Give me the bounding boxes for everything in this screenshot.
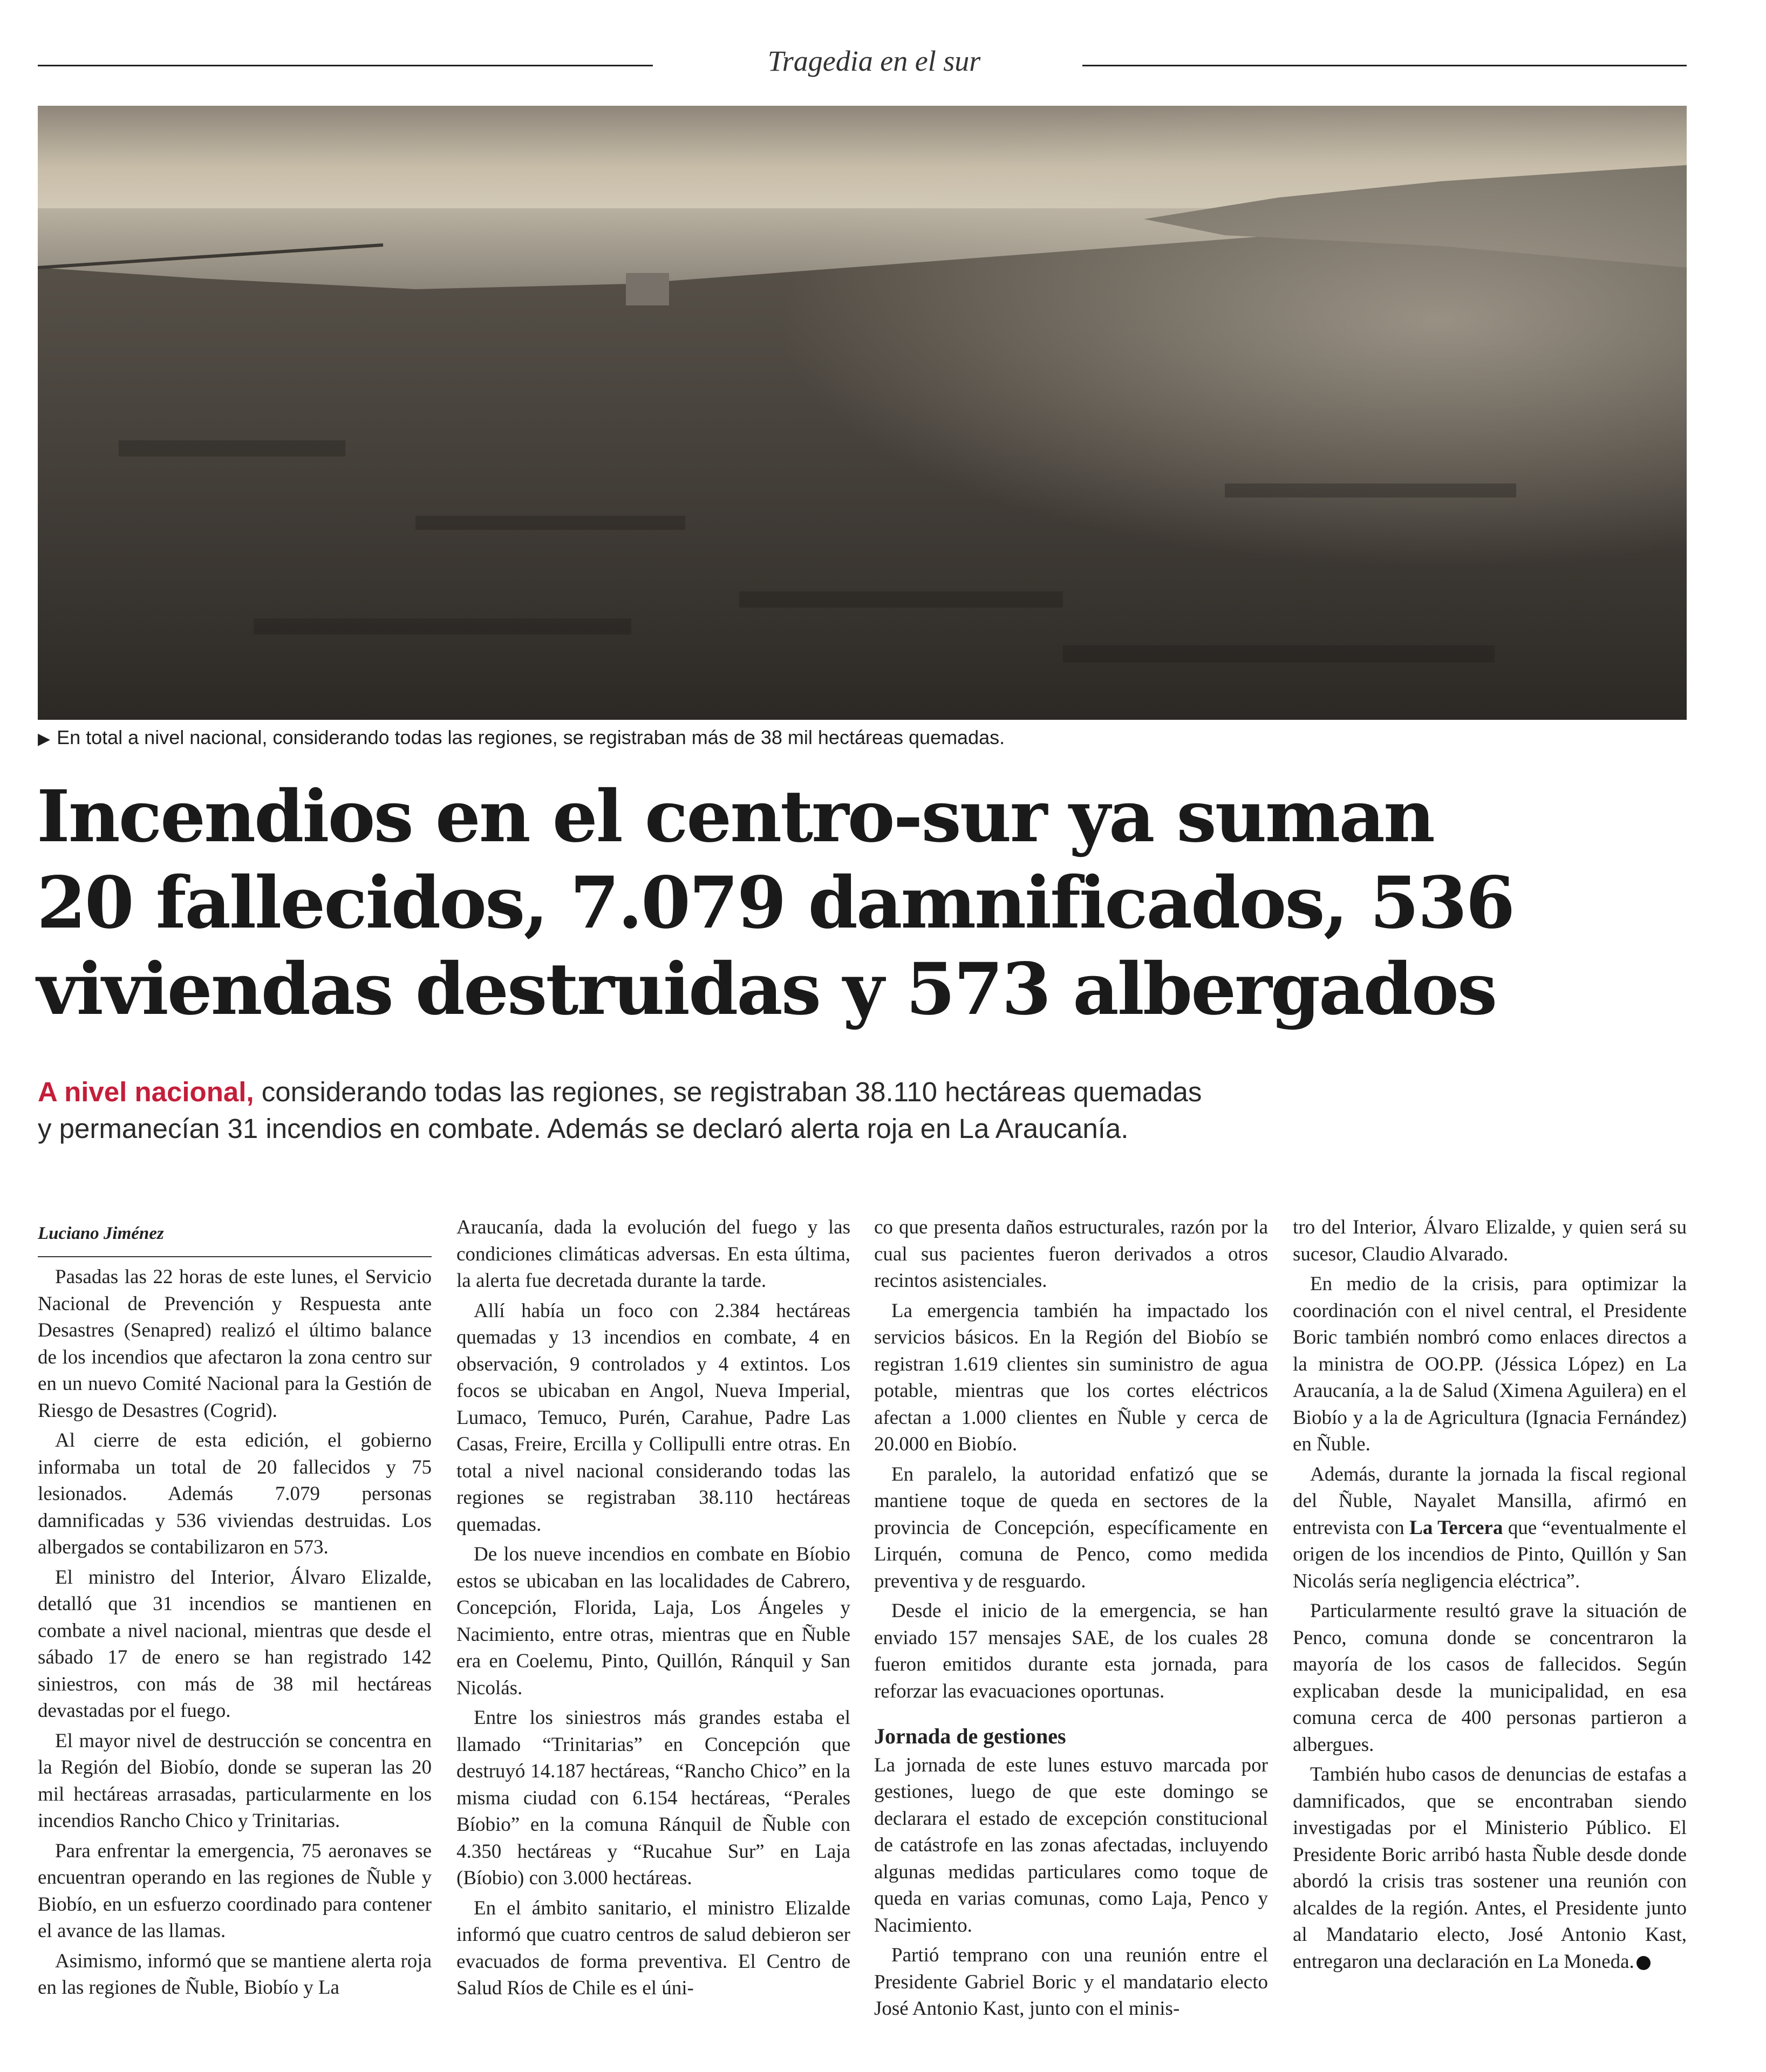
paragraph: En el ámbito sanitario, el ministro Elizalde informó que cuatro centros de salud debieron ser evacuados de forma preventiva. El Centro de Salud Ríos de Chile es el úni-	[456, 1897, 850, 1999]
paragraph: La jornada de este lunes estuvo marcada por gestiones, luego de que este domingo se declarara el estado de excepción constitucional de catástrofe en las zonas afectadas, incluyendo algunas medidas particulares como toque de queda en varias comunas, como Laja, Penco y Nacimiento.	[874, 1754, 1268, 1937]
paragraph: De los nueve incendios en combate en Bíobio estos se ubicaban en las localidades de Cabrero, Concepción, Florida, Laja, Los Ángeles y Nacimiento, entre otras, mientras que en Ñuble era en Coelemu, Pinto, Quillón, Ránquil y San Nicolás.	[456, 1543, 850, 1699]
section-label: Tragedia en el sur	[767, 45, 981, 77]
paragraph: Para enfrentar la emergencia, 75 aeronaves se encuentran operando en las regiones de Ñuble y Biobío, en un esfuerzo coordinado para contener el avance de las llamas.	[38, 1839, 432, 1942]
end-of-article-icon	[1637, 1956, 1651, 1970]
header-rule-left	[38, 65, 653, 66]
photo-illustration	[38, 106, 1687, 720]
deck-line-2: y permanecían 31 incendios en combate. Además se declaró alerta roja en La Araucanía.	[38, 1113, 1129, 1144]
headline-line-2: 20 fallecidos, 7.079 damnificados, 536	[37, 861, 1514, 945]
caption-marker-icon: ▶	[38, 730, 51, 748]
paragraph-continued: Araucanía, dada la evolución del fuego y las condiciones climáticas adversas. En esta última, la alerta fue decretada durante la tarde.	[456, 1216, 850, 1292]
paragraph-continued: tro del Interior, Álvaro Elizalde, y quien será su sucesor, Claudio Alvarado.	[1293, 1216, 1687, 1265]
paragraph	[1293, 1761, 1687, 1975]
paragraph-text: que “eventualmente el origen de los incendios de Pinto, Quillón y San Nicolás sería negligencia eléctrica”.	[1293, 1516, 1687, 1592]
paragraph: Allí había un foco con 2.384 hectáreas quemadas y 13 incendios en combate, 4 en observación, 9 controlados y 4 extintos. Los focos se ubicaban en Angol, Nueva Imperial, Lumaco, Temuco, Purén, Carahue, Padre Las Casas, Freire, Ercilla y Collipulli entre otras. En total a nivel nacional considerando todas las regiones se registraban 38.110 hectáreas quemadas.	[456, 1299, 850, 1536]
photo-caption	[38, 726, 1687, 758]
headline-line-1: Incendios en el centro-sur ya suman	[37, 775, 1434, 858]
paragraph: Al cierre de esta edición, el gobierno informaba un total de 20 fallecidos y 75 lesionados. Además 7.079 personas damnificadas y 536 viviendas destruidas. Los albergados se contabilizaron en 573.	[38, 1429, 432, 1558]
header-rule-right	[1082, 65, 1687, 66]
caption-text: En total a nivel nacional, considerando todas las regiones, se registraban más de 38 mil hectáreas quemadas.	[57, 726, 1005, 748]
section-header	[38, 44, 1687, 84]
body-column-1	[38, 1264, 432, 2005]
paragraph: En medio de la crisis, para optimizar la coordinación con el nivel central, el Presidente Boric también nombró como enlaces directos a la ministra de OO.PP. (Jéssica López) en La Araucanía, a la de Salud (Ximena Aguilera) en el Biobío y a la de Agricultura (Ignacia Fernández) en Ñuble.	[1293, 1273, 1687, 1455]
paragraph-text: Además, durante la jornada la fiscal regional del Ñuble, Nayalet Mansilla, afirmó en entrevista con	[1293, 1463, 1687, 1539]
body-column-3	[874, 1214, 1268, 2026]
deck-lead: A nivel nacional,	[38, 1076, 254, 1107]
subheading: Jornada de gestiones	[874, 1724, 1066, 1748]
body-column-2	[456, 1214, 850, 2005]
headline-line-3: viviendas destruidas y 573 albergados	[37, 948, 1496, 1031]
news-photo	[38, 106, 1687, 720]
paragraph: Desde el inicio de la emergencia, se han enviado 157 mensajes SAE, de los cuales 28 fueron emitidos durante esta jornada, para reforzar las evacuaciones oportunas.	[874, 1600, 1268, 1702]
paragraph: La emergencia también ha impactado los servicios básicos. En la Región del Biobío se registran 1.619 clientes sin suministro de agua potable, mientras que los cortes eléctricos afectan a 1.000 clientes en Ñuble y cerca de 20.000 en Biobío.	[874, 1299, 1268, 1455]
paragraph: El mayor nivel de destrucción se concentra en la Región del Biobío, donde se superan las 20 mil hectáreas arrasadas, particularmente en los incendios Rancho Chico y Trinitarias.	[38, 1729, 432, 1832]
paragraph: Partió temprano con una reunión entre el Presidente Gabriel Boric y el mandatario electo José Antonio Kast, junto con el minis-	[874, 1944, 1268, 2020]
newspaper-name: La Tercera	[1409, 1516, 1503, 1539]
byline: Luciano Jiménez	[38, 1224, 432, 1257]
paragraph	[1293, 1461, 1687, 1595]
body-column-4	[1293, 1214, 1687, 1978]
paragraph: Particularmente resultó grave la situación de Penco, comuna donde se concentraron la mayoría de los casos de fallecidos. Según explicaban desde la municipalidad, en esa comuna cerca de 400 personas partieron a albergues.	[1293, 1600, 1687, 1756]
paragraph: En paralelo, la autoridad enfatizó que se mantiene toque de queda en sectores de la provincia de Concepción, específicamente en Lirquén, comuna de Penco, como medida preventiva y de resguardo.	[874, 1463, 1268, 1592]
paragraph-text: También hubo casos de denuncias de estafas a damnificados, que se encontraban siendo investigadas por el Ministerio Público. El Presidente Boric arribó hasta Ñuble desde donde abordó la crisis tras sostener una reunión con alcaldes de la región. Antes, el Presidente junto al Mandatario electo, José Antonio Kast, entregaron una declaración en La Moneda.	[1293, 1763, 1687, 1973]
paragraph-continued: co que presenta daños estructurales, razón por la cual sus pacientes fueron derivados a otros recintos asistenciales.	[874, 1216, 1268, 1292]
deck	[38, 1074, 1687, 1147]
deck-line-1-rest: considerando todas las regiones, se registraban 38.110 hectáreas quemadas	[254, 1076, 1202, 1107]
paragraph: Asimismo, informó que se mantiene alerta roja en las regiones de Ñuble, Biobío y La	[38, 1950, 432, 1999]
paragraph: El ministro del Interior, Álvaro Elizalde, detalló que 31 incendios se mantienen en combate a nivel nacional, mientras que desde el sábado 17 de enero se han registrado 142 siniestros, con más de 38 mil hectáreas devastadas por el fuego.	[38, 1566, 432, 1722]
deck-line-1	[38, 1074, 1687, 1110]
headline	[37, 774, 1709, 1033]
paragraph: Pasadas las 22 horas de este lunes, el Servicio Nacional de Prevención y Respuesta ante Desastres (Senapred) realizó el último balance de los incendios que afectaron la zona centro sur en un nuevo Comité Nacional para la Gestión de Riesgo de Desastres (Cogrid).	[38, 1266, 432, 1422]
paragraph: Entre los siniestros más grandes estaba el llamado “Trinitarias” en Concepción que destruyó 14.187 hectáreas, “Rancho Chico” en la misma ciudad con 6.154 hectáreas, “Perales Bíobio” en la comuna Ránquil de Ñuble con 4.350 hectáreas y “Rucahue Sur” en Laja (Bíobio) con 3.000 hectáreas.	[456, 1707, 850, 1889]
